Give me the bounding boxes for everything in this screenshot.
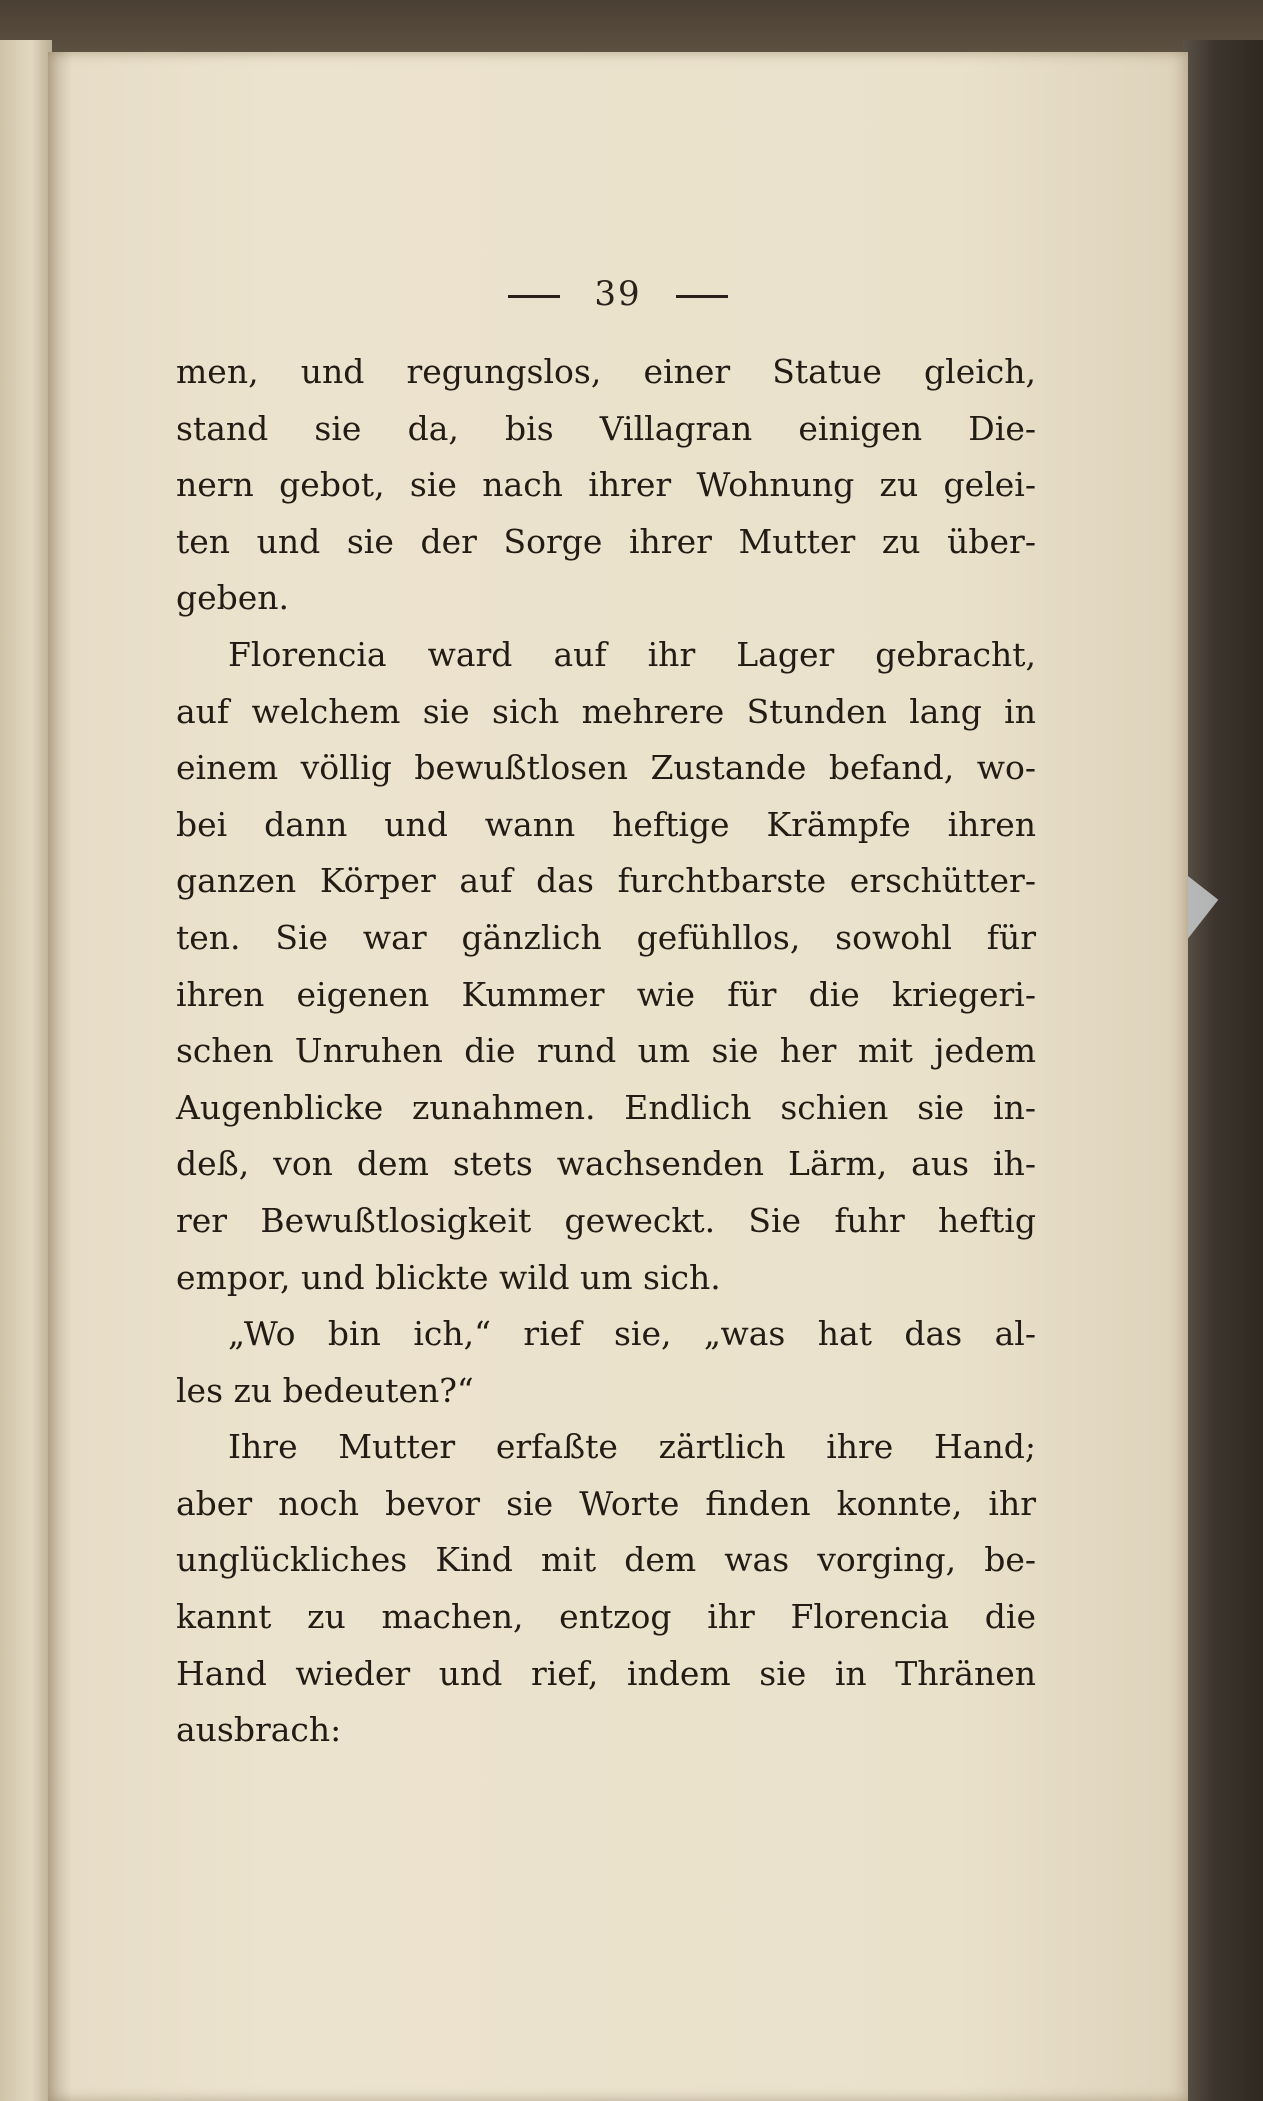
text-line: ausbrach: — [176, 1710, 342, 1750]
gutter-shadow — [48, 52, 72, 2101]
text-line: ten und sie der Sorge ihrer Mutter zu über- — [176, 521, 1036, 561]
text-line: Hand wieder und rief, indem sie in Thränen — [176, 1653, 1036, 1693]
text-line: „Wo bin ich,“ rief sie, „was hat das al- — [228, 1314, 1036, 1354]
text-line: kannt zu machen, entzog ihr Florencia die — [176, 1597, 1036, 1637]
scan-background-top — [0, 0, 1263, 52]
text-line: ihren eigenen Kummer wie für die kriegeri- — [176, 974, 1036, 1014]
page-number: 39 — [594, 274, 642, 314]
text-line: ten. Sie war gänzlich gefühllos, sowohl für — [176, 917, 1036, 957]
text-line: Florencia ward auf ihr Lager gebracht, — [228, 634, 1036, 674]
text-line: unglückliches Kind mit dem was vorging, be- — [176, 1540, 1036, 1580]
text-line: empor, und blickte wild um sich. — [176, 1257, 721, 1297]
text-line: aber noch bevor sie Worte finden konnte, ihr — [176, 1483, 1036, 1523]
text-line: rer Bewußtlosigkeit geweckt. Sie fuhr heftig — [176, 1200, 1036, 1240]
text-line: stand sie da, bis Villagran einigen Die- — [176, 408, 1036, 448]
facing-page-edge — [0, 40, 52, 2101]
text-line: Augenblicke zunahmen. Endlich schien sie in- — [176, 1087, 1036, 1127]
text-line: ganzen Körper auf das furchtbarste erschütter- — [176, 861, 1036, 901]
book-cover-edge — [1183, 40, 1263, 2101]
text-line: men, und regungslos, einer Statue gleich, — [176, 352, 1036, 391]
text-line: bei dann und wann heftige Krämpfe ihren — [176, 804, 1036, 844]
text-line: auf welchem sie sich mehrere Stunden lang in — [176, 691, 1036, 731]
text-line: nern gebot, sie nach ihrer Wohnung zu gelei- — [176, 465, 1036, 505]
text-line: deß, von dem stets wachsenden Lärm, aus ih- — [176, 1144, 1036, 1184]
page-number-dash-right — [676, 295, 728, 298]
body-text — [176, 344, 1036, 1759]
running-head — [48, 274, 1188, 314]
text-line: schen Unruhen die rund um sie her mit jedem — [176, 1031, 1036, 1071]
text-line: les zu bedeuten?“ — [176, 1370, 474, 1410]
page-number-dash-left — [508, 295, 560, 298]
text-line: geben. — [176, 578, 290, 618]
text-line: einem völlig bewußtlosen Zustande befand, wo- — [176, 748, 1036, 788]
text-line: Ihre Mutter erfaßte zärtlich ihre Hand; — [228, 1427, 1036, 1467]
book-page — [48, 52, 1188, 2101]
